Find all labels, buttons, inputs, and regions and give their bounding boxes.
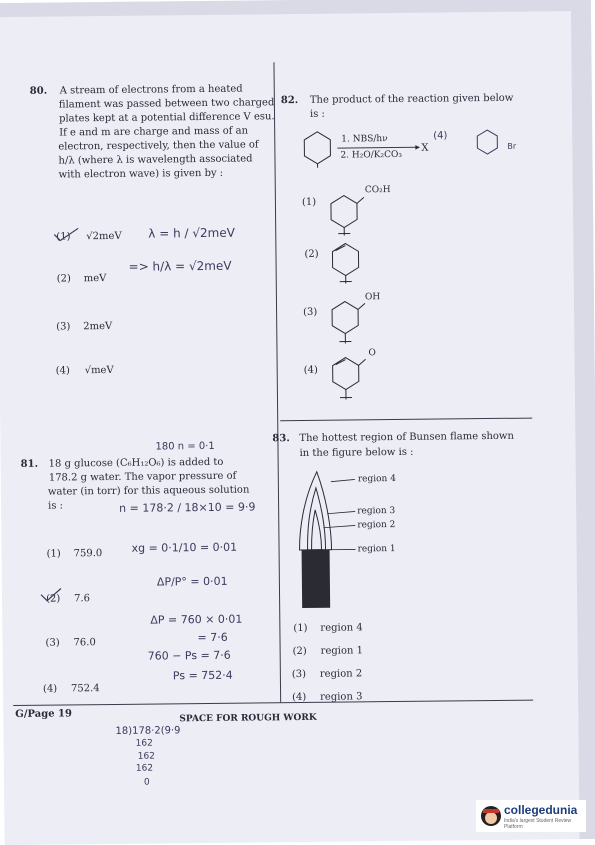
q82-handwriting: (4) bbox=[433, 130, 447, 141]
q82-product-symbol: X bbox=[421, 142, 428, 155]
q80-line: electron, respectively, then the value of bbox=[58, 138, 258, 153]
q82-option1-group: CO₂H bbox=[365, 185, 391, 195]
rough-work-line: 162 bbox=[138, 752, 155, 762]
q81-line: 18 g glucose (C₆H₁₂O₆) is added to bbox=[49, 456, 224, 471]
q80-handwriting: λ = h / √2meV bbox=[148, 226, 235, 241]
q82-option4-group: O bbox=[368, 348, 375, 358]
flame-region-label: region 1 bbox=[358, 544, 396, 554]
q80-line: filament was passed between two charged bbox=[59, 96, 275, 111]
rough-work-heading: SPACE FOR ROUGH WORK bbox=[179, 712, 316, 726]
q80-line: If e and m are charge and mass of an bbox=[59, 125, 248, 140]
q80-option-text: √meV bbox=[85, 364, 114, 377]
q80-line: with electron wave) is given by : bbox=[59, 167, 224, 182]
page-number: G/Page 19 bbox=[15, 707, 72, 721]
q80-line: plates kept at a potential difference V esu. bbox=[59, 110, 275, 125]
logo-tagline: India's largest Student Review Platform bbox=[504, 818, 586, 830]
q81-handwriting: xg = 0·1/10 = 0·01 bbox=[131, 541, 237, 555]
q80-option-number: (1) bbox=[56, 230, 70, 243]
q81-option-text: 759.0 bbox=[74, 547, 103, 560]
q81-handwriting: ΔP = 760 × 0·01 bbox=[150, 613, 242, 627]
q81-handwriting: Ps = 752·4 bbox=[173, 669, 233, 683]
q81-handwriting: n = 178·2 / 18×10 = 9·9 bbox=[119, 500, 255, 514]
q80-number: 80. bbox=[30, 85, 48, 98]
q83-option-text: region 2 bbox=[320, 667, 362, 680]
q81-handwriting: ΔP/P° = 0·01 bbox=[157, 575, 228, 589]
q80-option-number: (3) bbox=[56, 320, 70, 333]
q82-option-number: (1) bbox=[302, 196, 316, 209]
q83-option-number: (4) bbox=[292, 691, 306, 704]
q80-answer-tick bbox=[52, 226, 82, 244]
q80-line: A stream of electrons from a heated bbox=[60, 83, 243, 98]
q81-number: 81. bbox=[21, 458, 39, 471]
q82-option1-structure bbox=[324, 189, 369, 237]
q82-arrow-head: ▸ bbox=[415, 142, 420, 155]
logo-avatar-icon bbox=[480, 805, 502, 827]
q82-handwritten-structure bbox=[473, 128, 509, 160]
flame-region-label: region 2 bbox=[357, 520, 395, 530]
q82-option3-group: OH bbox=[365, 292, 380, 302]
q83-option-number: (3) bbox=[292, 668, 306, 681]
q81-option-number: (2) bbox=[46, 593, 60, 606]
q81-option-text: 76.0 bbox=[73, 636, 95, 649]
q82-option-number: (2) bbox=[304, 248, 318, 261]
flame-region-label: region 4 bbox=[358, 474, 396, 484]
q82-option3-structure bbox=[325, 295, 370, 345]
page-right-edge bbox=[571, 0, 595, 839]
q82-reactant-structure bbox=[297, 128, 337, 168]
q80-line: h/λ (where λ is wavelength associated bbox=[58, 152, 252, 167]
q82-reagent: 1. NBS/hν bbox=[341, 133, 388, 146]
q81-option-number: (3) bbox=[45, 637, 59, 650]
q82-option2-structure bbox=[325, 239, 365, 285]
column-divider bbox=[273, 62, 281, 702]
q82-line: is : bbox=[310, 108, 325, 121]
q82-handwriting: Br bbox=[507, 142, 516, 151]
q81-line: water (in torr) for this aqueous solution bbox=[48, 484, 250, 499]
q80-option-number: (2) bbox=[57, 272, 71, 285]
q83-option-text: region 3 bbox=[320, 690, 362, 703]
section-divider bbox=[280, 418, 532, 422]
flame-region-label: region 3 bbox=[357, 506, 395, 516]
q82-option-number: (3) bbox=[303, 306, 317, 319]
rough-work-line: 162 bbox=[136, 764, 153, 774]
q83-option-number: (1) bbox=[293, 622, 307, 635]
q81-option-number: (4) bbox=[43, 683, 57, 696]
q80-handwriting: => h/λ = √2meV bbox=[129, 259, 232, 274]
rough-work-line: 0 bbox=[144, 778, 150, 788]
q82-reagent: 2. H₂O/K₂CO₃ bbox=[340, 149, 402, 163]
q81-option-text: 752.4 bbox=[71, 682, 100, 695]
q80-option-number: (4) bbox=[56, 364, 70, 377]
page-top-edge bbox=[0, 0, 591, 17]
collegedunia-logo bbox=[476, 800, 586, 832]
q81-handwriting: = 7·6 bbox=[197, 631, 227, 644]
rough-work-line: 162 bbox=[136, 739, 153, 749]
q81-option-number: (1) bbox=[47, 548, 61, 561]
q80-option-text: √2meV bbox=[86, 230, 121, 243]
q81-line: is : bbox=[48, 499, 63, 512]
q81-option-text: 7.6 bbox=[74, 592, 90, 605]
q82-number: 82. bbox=[281, 94, 299, 107]
q81-line: 178.2 g water. The vapor pressure of bbox=[49, 470, 237, 485]
q83-number: 83. bbox=[272, 432, 290, 445]
q83-option-number: (2) bbox=[293, 645, 307, 658]
q82-option4-structure bbox=[325, 351, 372, 401]
q83-line: The hottest region of Bunsen flame shown bbox=[299, 430, 514, 445]
q81-answer-tick bbox=[39, 586, 65, 604]
q82-option-number: (4) bbox=[304, 364, 318, 377]
rough-work-line: 18)178·2(9·9 bbox=[115, 725, 180, 737]
footer-rule bbox=[13, 700, 533, 706]
q83-line: in the figure below is : bbox=[299, 446, 413, 460]
bunsen-flame-figure bbox=[289, 469, 360, 610]
logo-name: collegedunia bbox=[504, 803, 577, 817]
q81-handwriting: 760 − Ps = 7·6 bbox=[148, 649, 231, 663]
q80-option-text: 2meV bbox=[83, 320, 112, 333]
q81-handwriting: 180 n = 0·1 bbox=[155, 441, 214, 453]
q83-option-text: region 4 bbox=[320, 621, 362, 634]
q83-option-text: region 1 bbox=[321, 644, 363, 657]
q80-option-text: meV bbox=[84, 272, 107, 285]
q82-line: The product of the reaction given below bbox=[310, 92, 514, 107]
